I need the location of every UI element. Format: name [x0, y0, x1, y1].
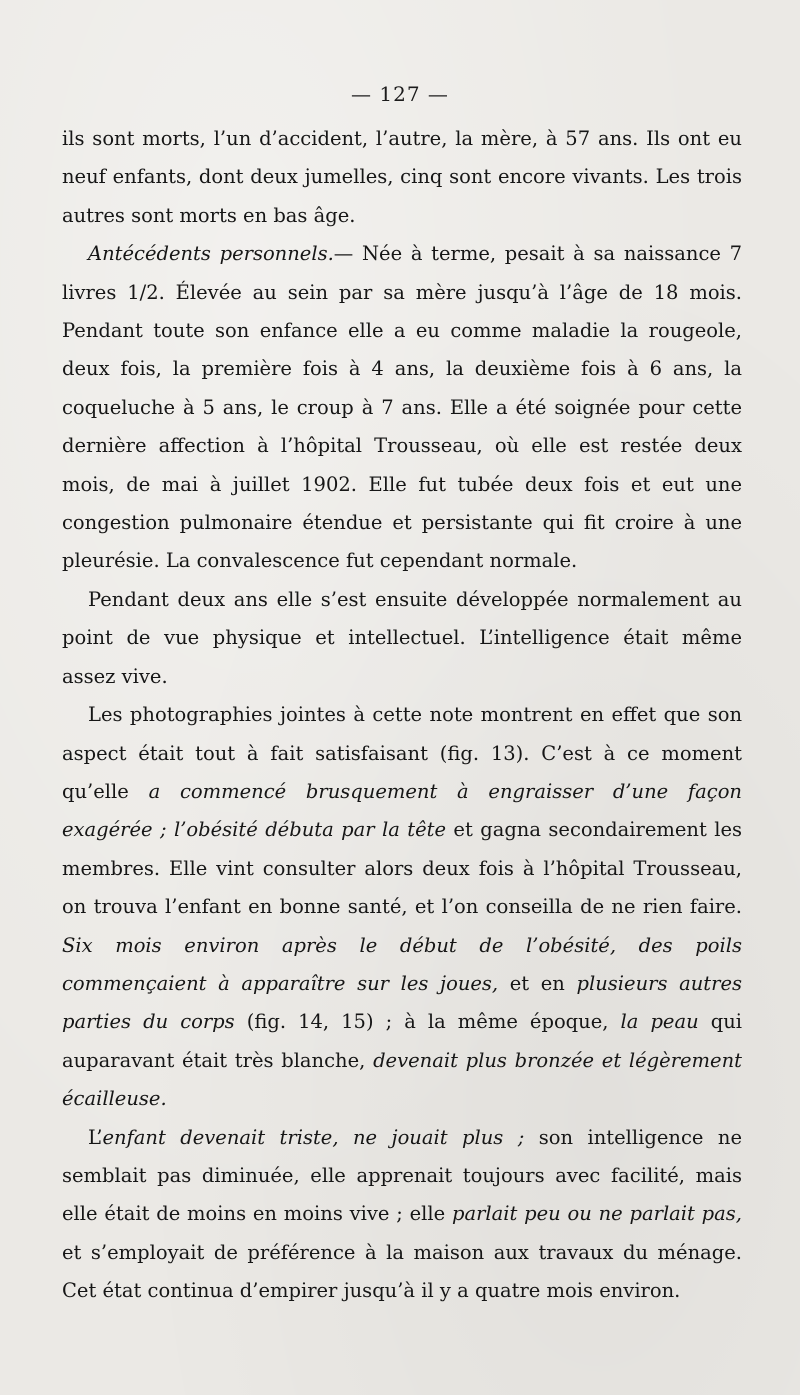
- paragraph: [62, 120, 742, 235]
- italic-text: a commencé brusquement à engraisser d’une façon exagérée ; l’obésité débuta par la tête: [62, 779, 742, 842]
- body-text: [62, 120, 742, 1311]
- text-run: son intelligence ne semblait pas diminuée, elle apprenait toujours avec facilité, mais elle était de moins en moins vive ; elle: [62, 1125, 742, 1226]
- text-run: (fig. 14, 15) ; à la même époque,: [234, 1010, 621, 1034]
- text-run: qui auparavant était très blanche,: [62, 1010, 742, 1072]
- italic-text: plusieurs autres parties du corps: [62, 971, 742, 1034]
- text-run: Les photographies jointes à cette note montrent en effet que son aspect était tout à fait satisfaisant (fig. 13). C’est à ce moment qu’elle: [62, 703, 742, 803]
- page-number: — 127 —: [351, 82, 449, 106]
- text-run: Pendant deux ans elle s’est ensuite développée normalement au point de vue physique et intellectuel. L’intelligence était même assez vive.: [62, 587, 742, 688]
- text-run: et en: [498, 971, 577, 995]
- text-run: ils sont morts, l’un d’accident, l’autre, la mère, à 57 ans. Ils ont eu neuf enfants, dont deux jumelles, cinq sont encore vivants. Les trois autres sont morts en bas âge.: [62, 127, 742, 227]
- paragraph: [62, 581, 742, 696]
- italic-text: Six mois environ après le début de l’obésité, des poils commençaient à apparaître sur les joues,: [62, 933, 742, 995]
- paragraph: [62, 1119, 742, 1311]
- italic-text: parlait peu ou ne parlait pas,: [451, 1202, 742, 1226]
- text-run: et gagna secondairement les membres. Elle vint consulter alors deux fois à l’hôpital Trousseau, on trouva l’enfant en bonne santé, et l’on conseilla de ne rien faire.: [62, 818, 742, 919]
- italic-text: devenait plus bronzée et légèrement écailleuse.: [62, 1048, 742, 1111]
- text-run: et s’employait de préférence à la maison aux travaux du ménage. Cet état continua d’empirer jusqu’à il y a quatre mois environ.: [62, 1240, 742, 1303]
- italic-text: Antécédents personnels.: [88, 242, 334, 266]
- italic-text: la peau: [620, 1010, 699, 1034]
- italic-text: enfant devenait triste, ne jouait plus ;: [102, 1125, 525, 1149]
- text-run: L’: [88, 1125, 103, 1149]
- paragraph: [62, 696, 742, 1118]
- paragraph: [62, 235, 742, 581]
- text-run: — Née à terme, pesait à sa naissance 7 livres 1/2. Élevée au sein par sa mère jusqu’à l’âge de 18 mois. Pendant toute son enfance elle a eu comme maladie la rougeole, deux fois, la première fois à 4 ans, la deuxième fois à 6 ans, la coqueluche à 5 ans, le croup à 7 ans. Elle a été soignée pour cette dernière affection à l’hôpital Trousseau, où elle est restée deux mois, de mai à juillet 1902. Elle fut tubée deux fois et eut une congestion pulmonaire étendue et persistante qui fit croire à une pleurésie. La convalescence fut cependant normale.: [62, 242, 742, 573]
